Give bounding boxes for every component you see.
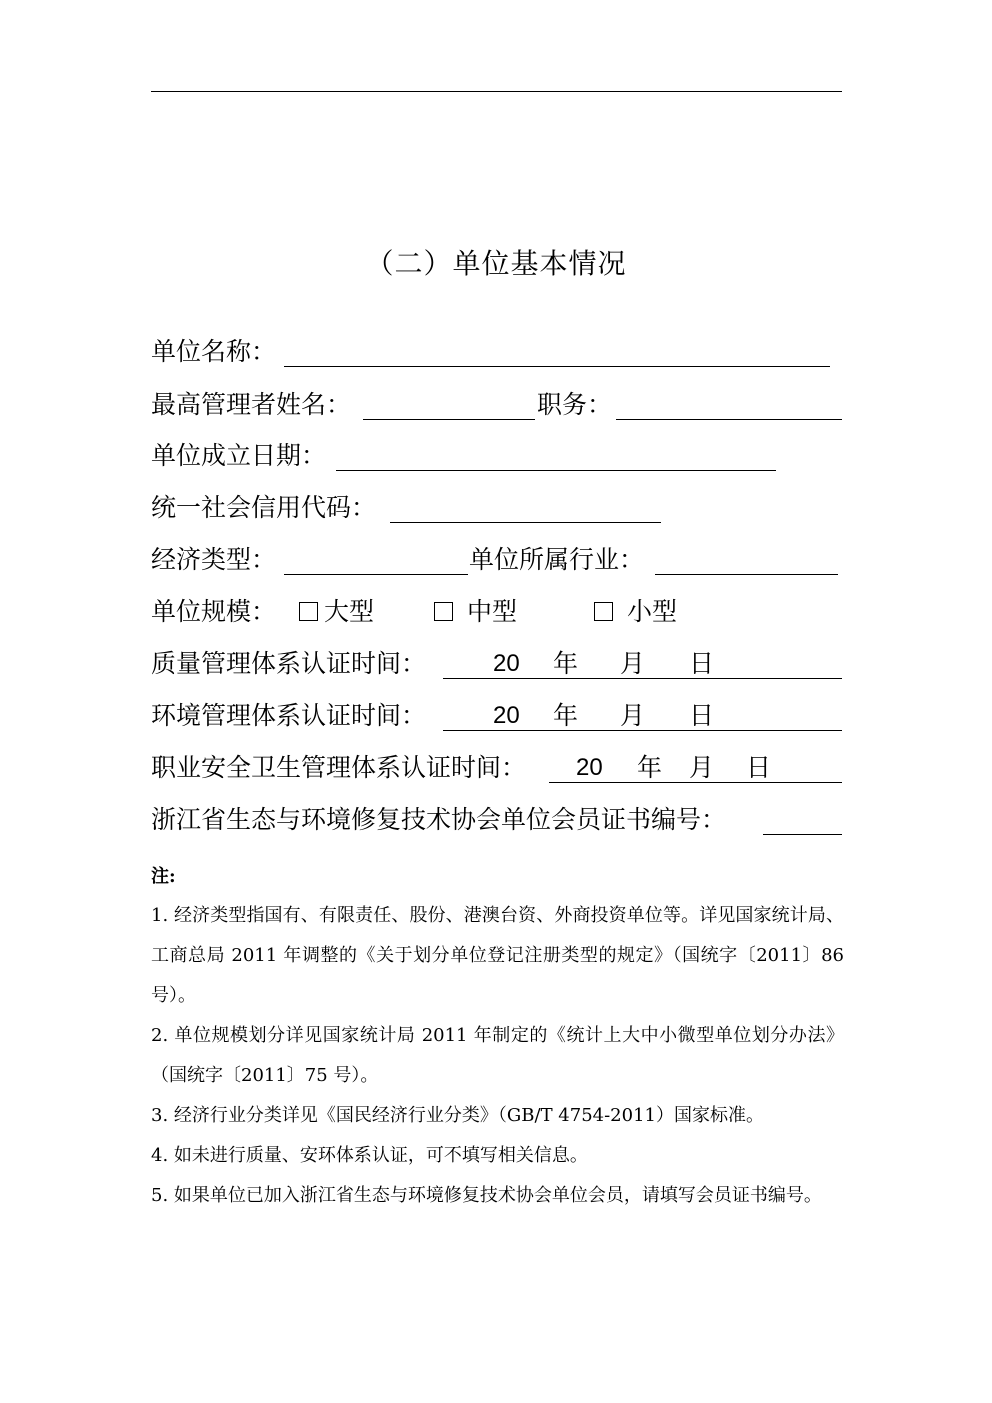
row-unit-name: [151, 336, 842, 376]
scale-option-large[interactable]: [299, 596, 374, 628]
economic-type-field[interactable]: [284, 544, 468, 575]
manager-name-label: 最高管理者姓名：: [151, 390, 352, 419]
checkbox-large[interactable]: [299, 602, 318, 621]
industry-field[interactable]: [655, 544, 838, 575]
note-item: 5. 如果单位已加入浙江省生态与环境修复技术协会单位会员，请填写会员证书编号。: [151, 1185, 822, 1206]
founded-date-field[interactable]: [336, 440, 776, 471]
economic-type-label: 经济类型：: [151, 545, 277, 574]
quality-cert-month: 月: [620, 649, 646, 678]
notes-list: [151, 896, 844, 1216]
env-cert-year: 年: [553, 701, 579, 730]
safety-cert-month: 月: [689, 753, 715, 782]
notes-title: 注:: [151, 866, 176, 887]
row-quality-cert: [151, 648, 842, 688]
section-title: （二）单位基本情况: [365, 247, 627, 280]
row-env-cert: [151, 700, 842, 740]
quality-cert-year: 年: [553, 649, 579, 678]
unit-name-field[interactable]: [284, 336, 830, 367]
credit-code-field[interactable]: [390, 492, 661, 523]
env-cert-century: 20: [493, 702, 520, 729]
row-economic-type: [151, 544, 842, 584]
note-item: 2. 单位规模划分详见国家统计局 2011 年制定的《统计上大中小微型单位划分办法》（国统字〔2011〕75 号）。: [151, 1025, 844, 1086]
env-cert-day: 日: [689, 701, 715, 730]
unit-name-label: 单位名称：: [151, 337, 277, 366]
quality-cert-label: 质量管理体系认证时间：: [151, 649, 427, 678]
row-credit-code: [151, 492, 842, 532]
safety-cert-label: 职业安全卫生管理体系认证时间：: [151, 753, 527, 782]
row-safety-cert: [151, 752, 842, 792]
position-field[interactable]: [616, 389, 842, 420]
checkbox-small[interactable]: [594, 602, 613, 621]
member-cert-field[interactable]: [763, 804, 842, 835]
scale-option-small[interactable]: [594, 596, 677, 628]
note-item: 4. 如未进行质量、安环体系认证，可不填写相关信息。: [151, 1145, 588, 1166]
row-member-cert: [151, 804, 842, 844]
credit-code-label: 统一社会信用代码：: [151, 493, 377, 522]
row-founded-date: [151, 440, 842, 480]
note-item: 1. 经济类型指国有、有限责任、股份、港澳台资、外商投资单位等。详见国家统计局、工商总局 2011 年调整的《关于划分单位登记注册类型的规定》（国统字〔2011〕86 号）。: [151, 905, 844, 1006]
industry-label: 单位所属行业：: [469, 545, 645, 574]
row-manager: [151, 389, 842, 429]
position-label: 职务：: [537, 390, 613, 419]
manager-name-field[interactable]: [363, 389, 535, 420]
quality-cert-century: 20: [493, 650, 520, 677]
founded-date-label: 单位成立日期：: [151, 441, 327, 470]
env-cert-label: 环境管理体系认证时间：: [151, 701, 427, 730]
safety-cert-century: 20: [576, 754, 603, 781]
scale-option-small-label: 小型: [627, 597, 678, 626]
scale-label: 单位规模：: [151, 597, 277, 626]
member-cert-label: 浙江省生态与环境修复技术协会单位会员证书编号：: [151, 805, 727, 834]
header-rule: [151, 91, 842, 92]
scale-option-medium-label: 中型: [467, 597, 518, 626]
row-scale: [151, 596, 842, 636]
scale-option-large-label: 大型: [324, 597, 375, 626]
env-cert-month: 月: [620, 701, 646, 730]
scale-option-medium[interactable]: [434, 596, 517, 628]
checkbox-medium[interactable]: [434, 602, 453, 621]
quality-cert-day: 日: [689, 649, 715, 678]
safety-cert-day: 日: [746, 753, 772, 782]
safety-cert-year: 年: [637, 753, 663, 782]
note-item: 3. 经济行业分类详见《国民经济行业分类》（GB/T 4754-2011）国家标准。: [151, 1105, 764, 1126]
